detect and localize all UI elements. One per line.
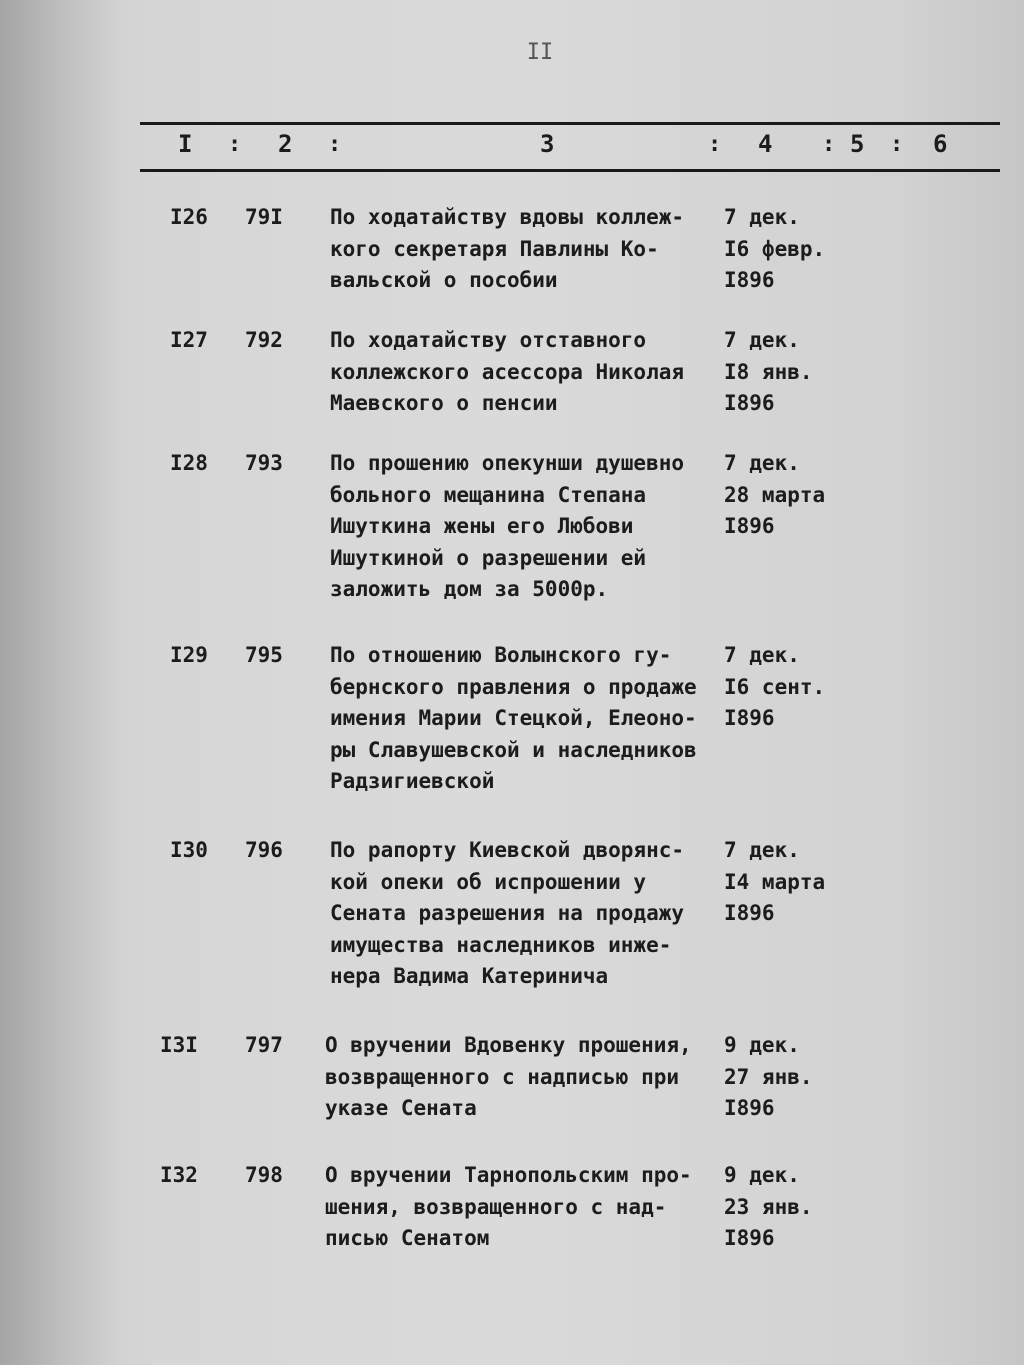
entry-doc-number: 793 (245, 451, 283, 475)
entry-description (325, 1030, 717, 1125)
date-line: I896 (724, 268, 775, 292)
date-line: 7 дек. (724, 451, 800, 475)
entry-index: I29 (170, 643, 208, 667)
description-line: кой опеки об испрошении у (330, 869, 647, 894)
description-line: имения Марии Стецкой, Елеоно- (330, 706, 697, 730)
date-line: I896 (724, 1226, 775, 1250)
entry-description (330, 640, 722, 798)
page-number: II (526, 40, 554, 65)
date-line: I6 сент. (724, 674, 826, 699)
entry-doc-number: 795 (245, 643, 283, 667)
description-line: О вручении Тарнопольским про- (325, 1163, 692, 1187)
description-line: Маевского о пенсии (330, 391, 558, 415)
column-header-4: 4 (758, 130, 773, 158)
column-header-2: 2 (278, 130, 293, 158)
description-line: По прошению опекунши душевно (330, 451, 685, 475)
entry-doc-number: 797 (245, 1033, 283, 1057)
entry-description (330, 835, 722, 993)
date-line: 7 дек. (724, 643, 800, 667)
description-line: шения, возвращенного с над- (325, 1194, 667, 1219)
entry-doc-number: 798 (245, 1163, 283, 1187)
entry-dates (724, 325, 854, 420)
description-line: По ходатайству вдовы коллеж- (330, 205, 685, 229)
page-shadow-edge (0, 0, 120, 1365)
entry-index: I27 (170, 328, 208, 352)
column-separator: : (708, 132, 722, 157)
column-header-6: 6 (933, 130, 948, 158)
column-header-1: I (178, 130, 193, 158)
entry-index: I30 (170, 838, 208, 862)
date-line: I4 марта (724, 869, 826, 894)
description-line: коллежского асессора Николая (330, 359, 685, 384)
entry-dates (724, 202, 854, 297)
description-line: писью Сенатом (325, 1226, 490, 1250)
column-header-5: 5 (850, 130, 865, 158)
date-line: 7 дек. (724, 838, 800, 862)
entry-index: I3I (160, 1033, 198, 1057)
date-line: I896 (724, 1096, 775, 1120)
date-line: 27 янв. (724, 1064, 813, 1089)
description-line: О вручении Вдовенку прошения, (325, 1033, 692, 1057)
description-line: кого секретаря Павлины Ко- (330, 236, 659, 261)
column-separator: : (228, 132, 242, 157)
description-line: вальской о пособии (330, 268, 558, 292)
description-line: Сената разрешения на продажу (330, 901, 685, 925)
date-line: I896 (724, 901, 775, 925)
date-line: I896 (724, 706, 775, 730)
header-rule-bottom (140, 169, 1000, 172)
entry-index: I32 (160, 1163, 198, 1187)
description-line: больного мещанина Степана (330, 482, 647, 507)
description-line: По рапорту Киевской дворянс- (330, 838, 685, 862)
column-separator: : (890, 132, 904, 157)
description-line: Радзигиевской (330, 769, 495, 793)
entry-dates (724, 1030, 854, 1125)
entry-doc-number: 796 (245, 838, 283, 862)
date-line: 9 дек. (724, 1033, 800, 1057)
date-line: 28 марта (724, 482, 826, 507)
date-line: I896 (724, 391, 775, 415)
entry-dates (724, 640, 854, 735)
description-line: нера Вадима Катеринича (330, 964, 609, 988)
entry-description (325, 1160, 717, 1255)
column-header-3: 3 (540, 130, 555, 158)
header-rule-top (140, 122, 1000, 125)
description-line: заложить дом за 5000р. (330, 577, 609, 601)
date-line: I8 янв. (724, 359, 813, 384)
date-line: I896 (724, 514, 775, 538)
entry-dates (724, 835, 854, 930)
description-line: Ишуткиной о разрешении ей (330, 545, 647, 570)
entry-description (330, 202, 722, 297)
description-line: указе Сената (325, 1096, 477, 1120)
entry-index: I26 (170, 205, 208, 229)
description-line: возвращенного с надписью при (325, 1064, 680, 1089)
date-line: 7 дек. (724, 205, 800, 229)
description-line: бернского правления о продаже (330, 674, 697, 699)
date-line: I6 февр. (724, 236, 826, 261)
description-line: По ходатайству отставного (330, 328, 647, 352)
entry-description (330, 325, 722, 420)
column-separator: : (328, 132, 342, 157)
date-line: 9 дек. (724, 1163, 800, 1187)
entry-doc-number: 79I (245, 205, 283, 229)
column-separator: : (822, 132, 836, 157)
entry-index: I28 (170, 451, 208, 475)
description-line: имущества наследников инже- (330, 932, 672, 957)
entry-doc-number: 792 (245, 328, 283, 352)
description-line: Ишуткина жены его Любови (330, 514, 634, 538)
entry-dates (724, 1160, 854, 1255)
description-line: ры Славушевской и наследников (330, 737, 697, 762)
date-line: 7 дек. (724, 328, 800, 352)
entry-dates (724, 448, 854, 543)
date-line: 23 янв. (724, 1194, 813, 1219)
entry-description (330, 448, 722, 606)
description-line: По отношению Волынского гу- (330, 643, 672, 667)
